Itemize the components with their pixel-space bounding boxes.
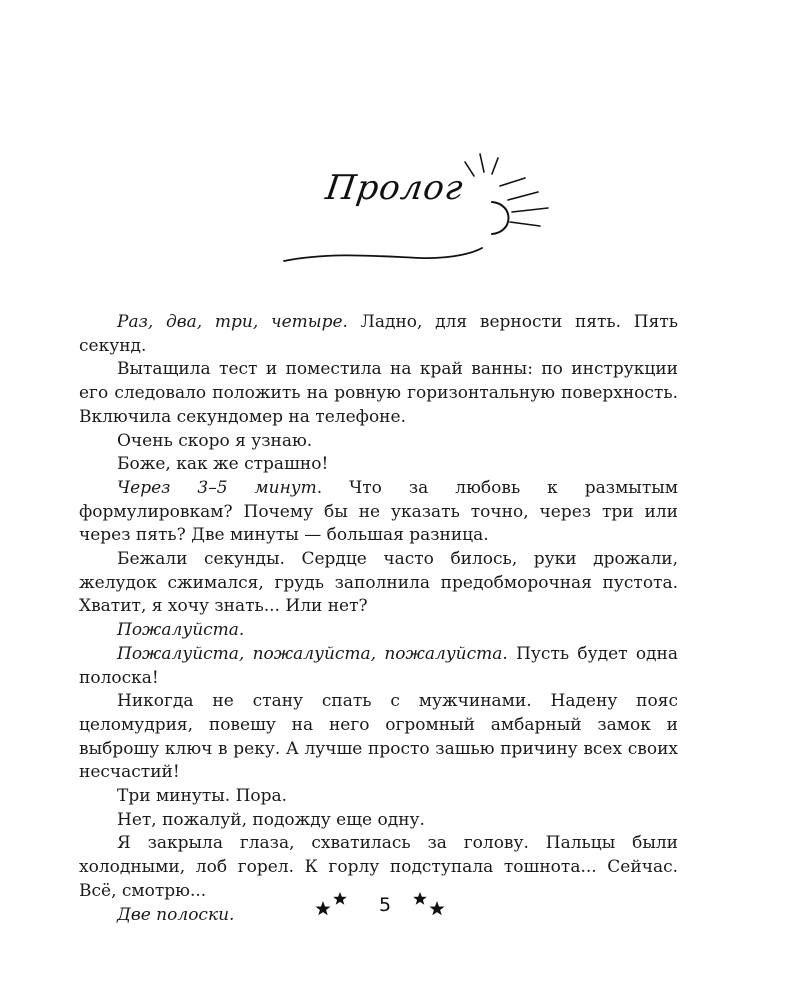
- paragraph-text: Боже, как же страшно!: [117, 454, 329, 475]
- paragraph: [79, 311, 678, 358]
- paragraph: [79, 690, 678, 785]
- paragraph: [79, 548, 678, 619]
- paragraph-text: Очень скоро я узнаю.: [117, 430, 313, 451]
- paragraph: [79, 619, 678, 643]
- paragraph-text: Я закрыла глаза, схватилась за голову. Пальцы были холодными, лоб горел. К горлу подступала тошнота... Сейчас. Всё, смотрю...: [79, 833, 678, 901]
- body-text: [79, 311, 678, 927]
- paragraph-text: Нет, пожалуй, подожду еще одну.: [117, 809, 425, 830]
- right-stars-icon: [408, 890, 450, 918]
- chapter-title: Пролог: [323, 168, 466, 208]
- paragraph: [79, 643, 678, 690]
- paragraph-italic: Две полоски.: [117, 904, 235, 925]
- paragraph-text: Три минуты. Пора.: [117, 786, 288, 807]
- paragraph-italic: Пожалуйста, пожалуйста, пожалуйста: [117, 643, 503, 664]
- paragraph: [79, 809, 678, 833]
- paragraph: [79, 453, 678, 477]
- chapter-heading: [270, 148, 570, 273]
- paragraph-text: Никогда не стану спать с мужчинами. Надену пояс целомудрия, повешу на него огромный амбарный замок и выброшу ключ в реку. А лучше просто зашью причину всех своих несчастий!: [79, 691, 678, 783]
- paragraph-italic: Через 3–5 минут: [117, 477, 317, 498]
- sun-ornament-icon: [270, 148, 570, 273]
- paragraph-text: Бежали секунды. Сердце часто билось, руки дрожали, желудок сжимался, грудь заполнила предобморочная пустота. Хватит, я хочу знать... Или нет?: [79, 549, 678, 617]
- page-footer: [0, 890, 800, 920]
- paragraph-text: . Ладно, для верности пять. Пять секунд.: [79, 312, 678, 356]
- page-number: 5: [378, 894, 392, 916]
- paragraph-italic: Пожалуйста.: [117, 620, 245, 641]
- paragraph: [79, 358, 678, 429]
- paragraph: [79, 785, 678, 809]
- paragraph-text: Вытащила тест и поместила на край ванны: по инструкции его следовало положить на ровную горизонтальную поверхность. Включила секундомер на телефоне.: [79, 359, 678, 427]
- paragraph-text: . Что за любовь к размытым формулировкам? Почему бы не указать точно, через три или через пять? Две минуты — большая разница.: [79, 477, 678, 546]
- paragraph: [79, 477, 678, 548]
- paragraph: [79, 430, 678, 454]
- paragraph-text: . Пусть будет одна полоска!: [79, 643, 678, 688]
- left-stars-icon: [312, 890, 354, 918]
- paragraph-italic: Раз, два, три, четыре: [117, 312, 343, 332]
